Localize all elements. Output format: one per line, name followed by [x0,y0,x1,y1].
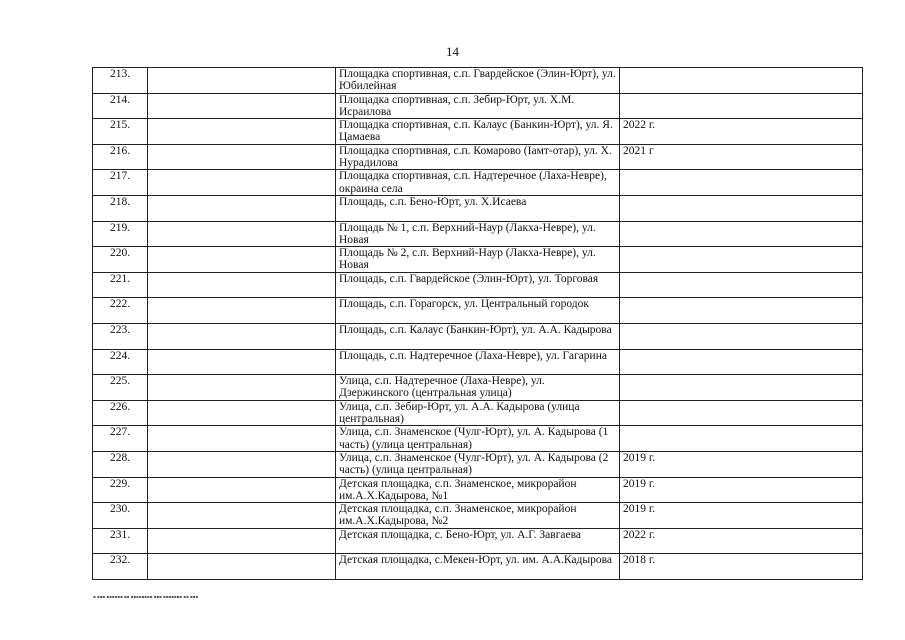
object-name: Площадь, с.п. Надтеречное (Лаха-Невре), ул. Гагарина [336,349,620,375]
object-name: Площадь, с.п. Горагорск, ул. Центральный городок [336,298,620,324]
blank-cell [148,195,336,221]
row-number: 229. [93,477,148,503]
row-number: 230. [93,503,148,529]
row-number: 213. [93,68,148,94]
object-name: Детская площадка, с.п. Знаменское, микрорайон им.А.Х.Кадырова, №2 [336,503,620,529]
blank-cell [148,400,336,426]
year-cell: 2018 г. [620,554,863,580]
blank-cell [148,170,336,196]
year-cell [620,323,863,349]
table-row [93,323,863,349]
table-row [93,272,863,298]
table-row [93,426,863,452]
year-cell [620,375,863,401]
table-row [93,144,863,170]
year-cell [620,298,863,324]
blank-cell [148,247,336,273]
row-number: 225. [93,375,148,401]
row-number: 223. [93,323,148,349]
row-number: 220. [93,247,148,273]
table-row [93,170,863,196]
year-cell: 2019 г. [620,503,863,529]
table-row [93,93,863,119]
year-cell: 2019 г. [620,477,863,503]
year-cell: 2022 г. [620,119,863,145]
row-number: 221. [93,272,148,298]
blank-cell [148,221,336,247]
registry-table [92,67,863,580]
table-row [93,349,863,375]
row-number: 215. [93,119,148,145]
year-cell [620,400,863,426]
year-cell [620,221,863,247]
footer-print-mark: ▪ ▪▪▪ ▪▪▪▪▪▪ ▪▪ ▪▪▪▪▪▪▪▪ ▪▪▪ ▪▪▪▪▪▪▪ ▪▪ ▪▪▪ [93,594,199,599]
object-name: Улица, с.п. Надтеречное (Лаха-Невре), ул. Дзержинского (центральная улица) [336,375,620,401]
row-number: 231. [93,528,148,554]
blank-cell [148,477,336,503]
object-name: Улица, с.п. Знаменское (Чулг-Юрт), ул. А. Кадырова (1 часть) (улица центральная) [336,426,620,452]
page-number: 14 [446,44,459,59]
table-row [93,400,863,426]
row-number: 217. [93,170,148,196]
blank-cell [148,349,336,375]
blank-cell [148,93,336,119]
object-name: Детская площадка, с.п. Знаменское, микрорайон им.А.Х.Кадырова, №1 [336,477,620,503]
object-name: Площадь, с.п. Гвардейское (Элин-Юрт), ул. Торговая [336,272,620,298]
table-row [93,451,863,477]
year-cell [620,170,863,196]
year-cell: 2021 г [620,144,863,170]
table-row [93,528,863,554]
table-row [93,119,863,145]
object-name: Площадь, с.п. Бено-Юрт, ул. Х.Исаева [336,195,620,221]
blank-cell [148,528,336,554]
year-cell [620,272,863,298]
year-cell: 2019 г. [620,451,863,477]
table-row [93,477,863,503]
row-number: 227. [93,426,148,452]
object-name: Площадь № 1, с.п. Верхний-Наур (Лакха-Невре), ул. Новая [336,221,620,247]
row-number: 232. [93,554,148,580]
blank-cell [148,298,336,324]
year-cell: 2022 г. [620,528,863,554]
blank-cell [148,323,336,349]
object-name: Улица, с.п. Зебир-Юрт, ул. А.А. Кадырова (улица центральная) [336,400,620,426]
year-cell [620,195,863,221]
row-number: 214. [93,93,148,119]
table-row [93,247,863,273]
blank-cell [148,68,336,94]
table-row [93,221,863,247]
table-row [93,195,863,221]
row-number: 224. [93,349,148,375]
object-name: Площадка спортивная, с.п. Комарово (Iамт-отар), ул. Х. Нурадилова [336,144,620,170]
year-cell [620,68,863,94]
object-name: Детская площадка, с. Бено-Юрт, ул. А.Г. Завгаева [336,528,620,554]
table-row [93,503,863,529]
table-row [93,298,863,324]
row-number: 228. [93,451,148,477]
row-number: 226. [93,400,148,426]
object-name: Площадка спортивная, с.п. Зебир-Юрт, ул. Х.М. Исраилова [336,93,620,119]
year-cell [620,247,863,273]
object-name: Площадь № 2, с.п. Верхний-Наур (Лакха-Невре), ул. Новая [336,247,620,273]
blank-cell [148,119,336,145]
blank-cell [148,272,336,298]
row-number: 222. [93,298,148,324]
table-body [93,68,863,580]
object-name: Улица, с.п. Знаменское (Чулг-Юрт), ул. А. Кадырова (2 часть) (улица центральная) [336,451,620,477]
table-row [93,68,863,94]
blank-cell [148,451,336,477]
year-cell [620,349,863,375]
object-name: Площадка спортивная, с.п. Калаус (Банкин-Юрт), ул. Я. Цамаева [336,119,620,145]
object-name: Площадь, с.п. Калаус (Банкин-Юрт), ул. А.А. Кадырова [336,323,620,349]
blank-cell [148,554,336,580]
object-name: Детская площадка, с.Мекен-Юрт, ул. им. А.А.Кадырова [336,554,620,580]
table-row [93,554,863,580]
blank-cell [148,144,336,170]
year-cell [620,426,863,452]
object-name: Площадка спортивная, с.п. Надтеречное (Лаха-Невре), окраина села [336,170,620,196]
table-row [93,375,863,401]
blank-cell [148,375,336,401]
row-number: 219. [93,221,148,247]
blank-cell [148,503,336,529]
row-number: 218. [93,195,148,221]
year-cell [620,93,863,119]
object-name: Площадка спортивная, с.п. Гвардейское (Элин-Юрт), ул. Юбилейная [336,68,620,94]
row-number: 216. [93,144,148,170]
blank-cell [148,426,336,452]
